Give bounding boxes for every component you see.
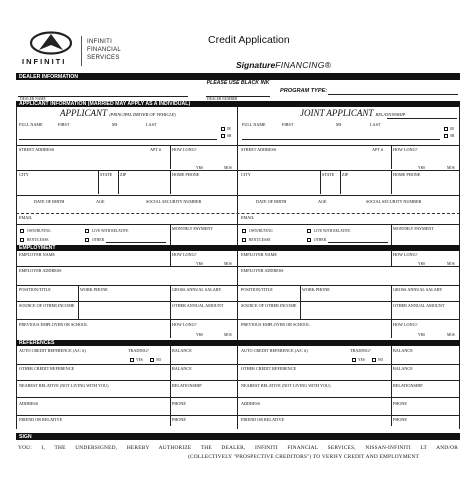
joint-relative-address-field[interactable]: ADDRESS [241,401,261,406]
applicant-own-checkbox[interactable] [20,229,24,233]
applicant-trading-yes-checkbox[interactable] [130,358,134,362]
applicant-position-field[interactable]: POSITION/TITLE [19,287,51,292]
financial-services-label: INFINITI FINANCIAL SERVICES [87,39,122,61]
applicant-employer-field[interactable]: EMPLOYER NAME [19,252,55,257]
joint-jr-checkbox[interactable] [444,127,448,131]
joint-other-income-field[interactable]: SOURCE OF OTHER INCOME [241,303,297,308]
joint-trading-yes-checkbox[interactable] [352,358,356,362]
logo-divider [81,36,82,66]
joint-other-checkbox[interactable] [307,238,311,242]
applicant-dob-field[interactable]: DATE OF BIRTH [34,199,65,204]
joint-trading-no-checkbox[interactable] [372,358,376,362]
consent-text: YOU: I, THE UNDERSIGNED, HEREBY AUTHORIZE THE DEALER, INFINITI FINANCIAL SERVICES, NISSAN-INFINITI LT AND/OR [18,445,458,451]
dealer-information-bar: DEALER INFORMATION [16,73,460,80]
applicant-street-field[interactable]: STREET ADDRESS [19,147,55,152]
applicant-sr-checkbox[interactable] [221,134,225,138]
joint-dob-field[interactable]: DATE OF BIRTH [256,199,287,204]
applicant-relative-checkbox[interactable] [85,229,89,233]
ink-note: PLEASE USE BLACK INK [16,80,460,86]
applicant-other-checkbox[interactable] [85,238,89,242]
applicant-jr-checkbox[interactable] [221,127,225,131]
applicant-payment-field[interactable]: MONTHLY PAYMENT [172,226,213,231]
signature-financing-logo: SignatureFINANCING® [236,60,332,70]
joint-applicant-heading: JOINT APPLICANT RELATIONSHIP [300,108,406,118]
joint-name-field[interactable] [242,139,440,140]
program-type-field[interactable] [328,94,458,95]
applicant-rent-checkbox[interactable] [20,238,24,242]
applicant-nearest-relative-field[interactable]: NEAREST RELATIVE (NOT LIVING WITH YOU) [19,383,109,388]
joint-sr-checkbox[interactable] [444,134,448,138]
joint-friend-field[interactable]: FRIEND OR RELATIVE [241,417,285,422]
joint-own-checkbox[interactable] [242,229,246,233]
applicant-previous-employer-field[interactable]: PREVIOUS EMPLOYER OR SCHOOL [19,322,88,327]
applicant-city-field[interactable]: CITY [19,172,29,177]
employment-bar: EMPLOYMENT [16,245,460,251]
dealer-name-field[interactable]: DEALER NAME [20,97,46,101]
joint-employer-field[interactable]: EMPLOYER NAME [241,252,277,257]
joint-email-field[interactable]: EMAIL [241,215,255,220]
brand-name: INFINITI [22,57,67,66]
infiniti-logo [22,30,82,56]
program-type-label: PROGRAM TYPE: [280,88,328,94]
joint-position-field[interactable]: POSITION/TITLE [241,287,273,292]
applicant-information-bar: APPLICANT INFORMATION (MARRIED MAY APPLY AS A INDIVIDUAL) [16,101,460,107]
relationship-field[interactable] [387,118,457,119]
joint-employer-address-field[interactable]: EMPLOYER ADDRESS [241,268,284,273]
full-name-label: FULL NAME [19,122,43,127]
joint-relative-checkbox[interactable] [307,229,311,233]
joint-rent-checkbox[interactable] [242,238,246,242]
joint-street-field[interactable]: STREET ADDRESS [241,147,277,152]
applicant-other-income-field[interactable]: SOURCE OF OTHER INCOME [19,303,75,308]
dealer-number-field[interactable]: DEALER NUMBER [207,97,238,101]
applicant-auto-credit-field[interactable]: AUTO CREDIT REFERENCE (A/C #) [19,348,86,353]
references-bar: REFERENCES [16,340,460,346]
page-title: Credit Application [208,34,290,46]
joint-city-field[interactable]: CITY [241,172,251,177]
applicant-trading-no-checkbox[interactable] [150,358,154,362]
infiniti-emblem-icon [28,30,74,56]
applicant-name-field[interactable] [19,139,217,140]
joint-nearest-relative-field[interactable]: NEAREST RELATIVE (NOT LIVING WITH YOU) [241,383,331,388]
applicant-email-field[interactable]: EMAIL [19,215,33,220]
joint-auto-credit-field[interactable]: AUTO CREDIT REFERENCE (A/C #) [241,348,308,353]
applicant-employer-address-field[interactable]: EMPLOYER ADDRESS [19,268,62,273]
applicant-friend-field[interactable]: FRIEND OR RELATIVE [19,417,63,422]
applicant-other-credit-field[interactable]: OTHER CREDIT REFERENCE [19,366,75,371]
joint-previous-employer-field[interactable]: PREVIOUS EMPLOYER OR SCHOOL [241,322,310,327]
applicant-relative-address-field[interactable]: ADDRESS [19,401,39,406]
applicant-heading: APPLICANT (PRINCIPAL DRIVER OF VEHICLE) [60,108,176,118]
joint-payment-field[interactable]: MONTHLY PAYMENT [393,226,434,231]
consent-text-line2: (COLLECTIVELY "PROSPECTIVE CREDITORS") TO VERIFY CREDIT AND EMPLOYMENT [188,454,419,460]
sign-bar: SIGN [16,433,460,440]
credit-application-page: INFINITI INFINITI FINANCIAL SERVICES Credit Application SignatureFINANCING® DEALER INFORMATION PLEASE USE BLACK INK DEALER NAME DEALER NUMBER PROGRAM TYPE: APPLICANT INFORMATION (MARRIED MAY APPLY AS A INDIVIDUAL) APPLICANT (PRINCIPAL DRIVER OF VEHICLE) JOINT APPLICANT RELATIONSHIP FULL NAME FIRST MI LAST JR SR FULL NAME FIRST MI LAST JR SR STREET ADDRESS APT # HOW LONG? YRS MOS STREET ADDRESS APT # HOW LONG? YRS MOS CITY STATE ZIP HOME PHONE CITY STATE ZIP HOME PHONE DATE OF BIRTH AGE SOCIAL SECURITY NUMBER DATE OF BIRTH AGE SOCIAL SECURITY NUMBER EMAIL EMAIL OWN/BUYING LIVE WITH RELATIVE RENT/LEASE OTHER MONTHLY PAYMENT OWN/BUYING LIVE WITH RELATIVE RENT/LEASE OTHER MONTHLY PAYMENT EMPLOYMENT EMPLOYER NAME HOW LONG? YRS MOS EMPLOYER NAME HOW LONG? YRS MOS EMPLOYER ADDRESS EMPLOYER ADDRESS POSITION/TITLE WORK PHONE GROSS ANNUAL SALARY POSITION/TITLE WORK PHONE GROSS ANNUAL SALARY SOURCE OF OTHER INCOME OTHER ANNUAL AMOUNT SOURCE OF OTHER INCOME OTHER ANNUAL AMOUNT PREVIOUS EMPLOYER OR SCHOOL HOW LONG? YRS MOS PREVIOUS EMPLOYER OR SCHOOL HOW LONG? YRS MOS REFERENCES AUTO CREDIT REFERENCE (A/C #) TRADING? YES NO BALANCE AUTO CREDIT REFERENCE (A/C #) TRADING? YES NO BALANCE OTHER CREDIT REFERENCE BALANCE OTHER CREDIT REFERENCE BALANCE NEAREST RELATIVE (NOT LIVING WITH YOU) RELATIONSHIP NEAREST RELATIVE (NOT LIVING WITH YOU) RELATIONSHIP ADDRESS PHONE ADDRESS PHONE FRIEND OR RELATIVE PHONE FRIEND OR RELATIVE PHONE SIGN YOU: I, THE UNDERSIGNED, HEREBY AUTHORIZE THE DEALER, INFINITI FINANCIAL SERVICES, NISSAN-INFINITI LT AND/OR (COLLECTIVELY "PROSPECTIVE CREDITORS") TO VERIFY CREDIT AND EMPLOYMENT [0,0,474,494]
joint-other-credit-field[interactable]: OTHER CREDIT REFERENCE [241,366,297,371]
